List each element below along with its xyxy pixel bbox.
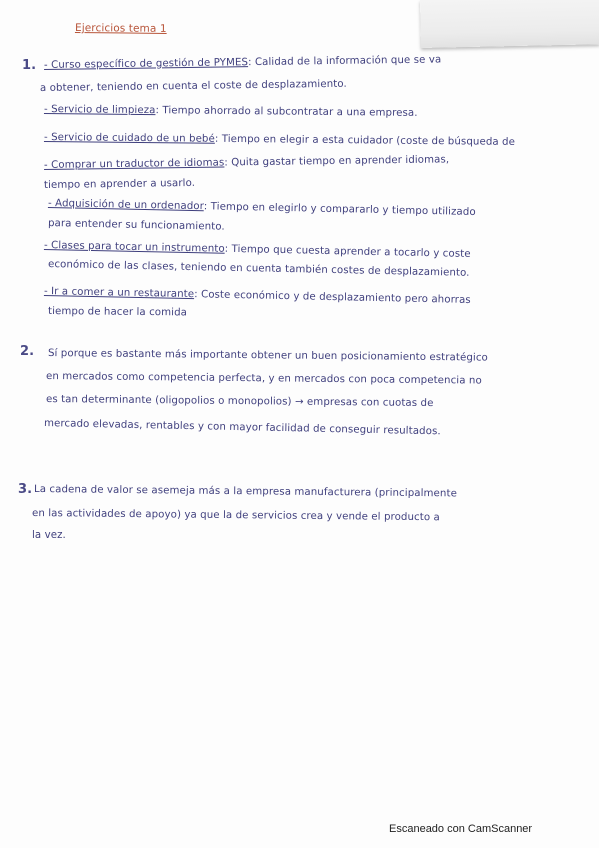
q1-item-6-topic: - Clases para tocar un instrumento [43,240,225,255]
q3-line-3: la vez. [32,530,66,541]
scanner-watermark: Escaneado con CamScanner [389,823,533,835]
q1-item-7 [44,286,471,306]
q1-item-5-topic: - Adquisición de un ordenador [47,198,204,213]
q1-item-1-topic: - Curso específico de gestión de PYMES [43,57,249,71]
q1-item-5-text: : Tiempo en elegirlo y compararlo y tiempo utilizado [203,201,476,218]
q2-line-3: es tan determinante (oligopolios o monopolios) → empresas con cuotas de [45,394,434,410]
question-2-number: 2. [20,344,35,359]
q2-line-4: mercado elevadas, rentables y con mayor facilidad de conseguir resultados. [43,418,441,438]
q1-item-6-continuation: económico de las clases, teniendo en cuenta también costes de desplazamiento. [47,259,470,279]
q2-line-2: en mercados como competencia perfecta, y en mercados con poca competencia no [45,371,482,387]
q1-item-4 [44,154,449,171]
q1-item-2 [44,104,418,119]
q1-item-3-text: : Tiempo en elegir a esta cuidador (coste de búsqueda de [214,133,516,148]
q1-item-7-continuation: tiempo de hacer la comida [47,306,188,319]
q1-item-3-topic: - Servicio de cuidado de un bebé [43,132,215,145]
q1-item-1-continuation: a obtener, teniendo en cuenta el coste de desplazamiento. [39,78,347,94]
folded-paper-corner [420,0,599,48]
q2-line-1: Sí porque es bastante más importante obtener un buen posicionamiento estratégico [47,348,488,364]
q1-item-6 [44,240,471,260]
question-3-number: 3. [18,482,33,497]
q1-item-2-topic: - Servicio de limpieza [43,104,156,117]
q1-item-4-topic: - Comprar un traductor de idiomas [43,157,225,171]
q1-item-4-text: : Quita gastar tiempo en aprender idiomas, [224,154,450,169]
q1-item-3-continuation: tiempo en aprender a usarlo. [43,177,196,191]
q1-item-6-text: : Tiempo que cuesta aprender a tocarlo y coste [224,243,471,260]
question-1-number: 1. [22,58,37,73]
q1-item-7-text: : Coste económico y de desplazamiento pero ahorras [194,289,471,306]
q1-item-1 [44,54,441,71]
q1-item-7-topic: - Ir a comer a un restaurante [43,286,195,301]
q3-line-2: en las actividades de apoyo) ya que la de servicios crea y vende el producto a [31,508,440,524]
q1-item-5 [48,198,476,218]
q1-item-5-continuation: para entender su funcionamiento. [47,218,225,233]
q1-item-1-text: : Calidad de la información que se va [247,54,442,69]
q1-item-2-text: : Tiempo ahorrado al subcontratar a una empresa. [155,105,418,119]
page-title: Ejercicios tema 1 [74,22,167,35]
q3-line-1: La cadena de valor se asemeja más a la empresa manufacturera (principalmente [33,484,458,500]
q1-item-3 [44,132,515,148]
